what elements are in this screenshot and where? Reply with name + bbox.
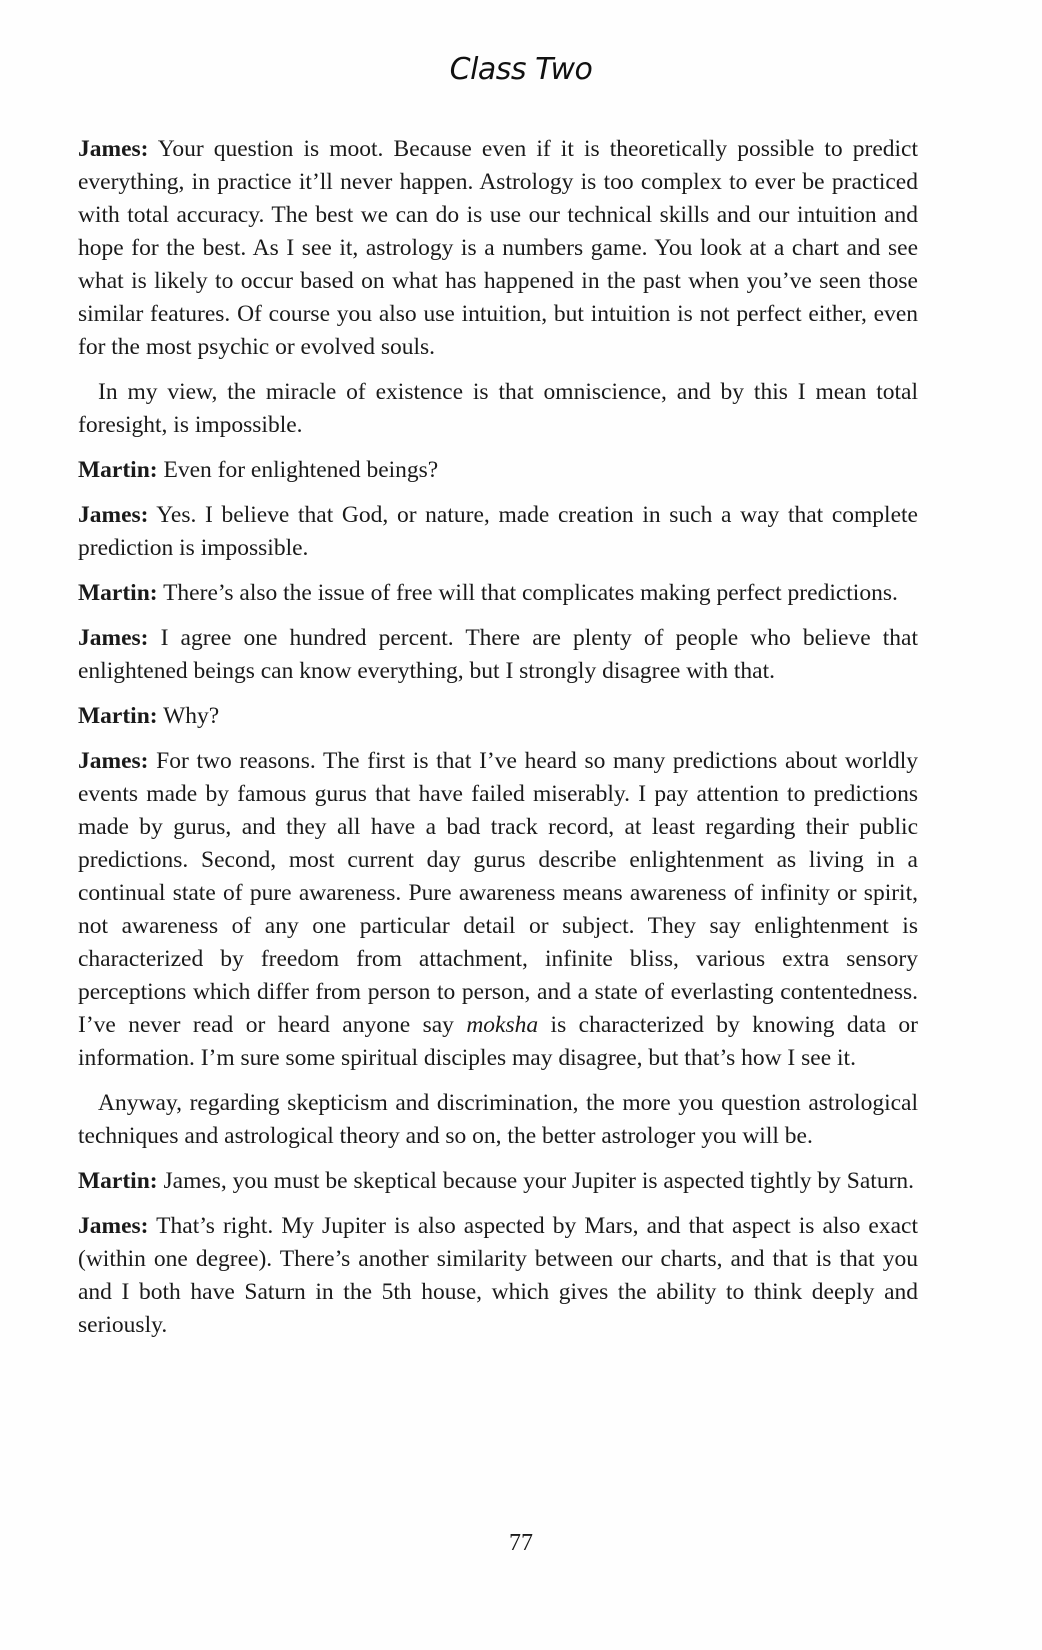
speaker-label: Martin: [78, 457, 158, 483]
paragraph-text: Why? [163, 703, 220, 729]
paragraph-text: In my view, the miracle of existence is that omniscience, and by this I mean total foresight, is impossible. [78, 379, 918, 438]
paragraph-text-continued: is characterized by knowing data or information. I’m sure some spiritual disciples may disagree, but that’s how I see it. [78, 1012, 918, 1071]
paragraph-7 [78, 700, 918, 733]
paragraph-text: Even for enlightened beings? [163, 457, 439, 483]
paragraph-11 [78, 1210, 918, 1342]
speaker-label: James: [78, 136, 149, 162]
paragraph-text: For two reasons. The first is that I’ve heard so many predictions about worldly events made by famous gurus that have failed miserably. I pay attention to predictions made by gurus, and they all have a bad track record, at least regarding their public predictions. Second, most current day gurus describe enlightenment as living in a continual state of pure awareness. Pure awareness means awareness of infinity or spirit, not awareness of any one particular detail or subject. They say enlightenment is characterized by freedom from attachment, infinite bliss, various extra sensory perceptions which differ from person to person, and a state of everlasting contentedness. I’ve never read or heard anyone say [78, 748, 919, 1038]
speaker-label: James: [78, 625, 149, 651]
paragraph-5 [78, 577, 918, 610]
speaker-label: James: [78, 1213, 149, 1239]
paragraph-6 [78, 622, 918, 688]
paragraph-text: Your question is moot. Because even if it is theoretically possible to predict everything, in practice it’ll never happen. Astrology is too complex to ever be practiced with total accuracy. The best we can do is use our technical skills and our intuition and hope for the best. As I see it, astrology is a numbers game. You look at a chart and see what is likely to occur based on what has happened in the past when you’ve seen those similar features. Of course you also use intuition, but intuition is not perfect either, even for the most psychic or evolved souls. [78, 136, 918, 360]
speaker-label: James: [78, 748, 149, 774]
paragraph-1 [78, 133, 918, 364]
paragraph-10 [78, 1165, 918, 1198]
paragraph-text: James, you must be skeptical because your Jupiter is aspected tightly by Saturn. [163, 1168, 915, 1194]
paragraph-text: That’s right. My Jupiter is also aspected by Mars, and that aspect is also exact (within one degree). There’s another similarity between our charts, and that is that you and I both have Saturn in the 5th house, which gives the ability to think deeply and seriously. [78, 1213, 919, 1338]
speaker-label: James: [78, 502, 149, 528]
page-number: 77 [509, 1530, 533, 1556]
paragraph-2 [78, 376, 918, 442]
speaker-label: Martin: [78, 1168, 158, 1194]
running-header: Class Two [449, 52, 593, 87]
paragraph-8 [78, 745, 918, 1075]
paragraph-9 [78, 1087, 918, 1153]
paragraph-text: I agree one hundred percent. There are plenty of people who believe that enlightened beings can know everything, but I strongly disagree with that. [78, 625, 919, 684]
speaker-label: Martin: [78, 580, 158, 606]
paragraph-text: Yes. I believe that God, or nature, made creation in such a way that complete prediction is impossible. [78, 502, 918, 561]
paragraph-text: Anyway, regarding skepticism and discrimination, the more you question astrological techniques and astrological theory and so on, the better astrologer you will be. [78, 1090, 918, 1149]
body-text [78, 133, 918, 1354]
italic-term: moksha [466, 1012, 539, 1038]
paragraph-3 [78, 454, 918, 487]
speaker-label: Martin: [78, 703, 158, 729]
paragraph-text: There’s also the issue of free will that complicates making perfect predictions. [163, 580, 898, 606]
paragraph-4 [78, 499, 918, 565]
